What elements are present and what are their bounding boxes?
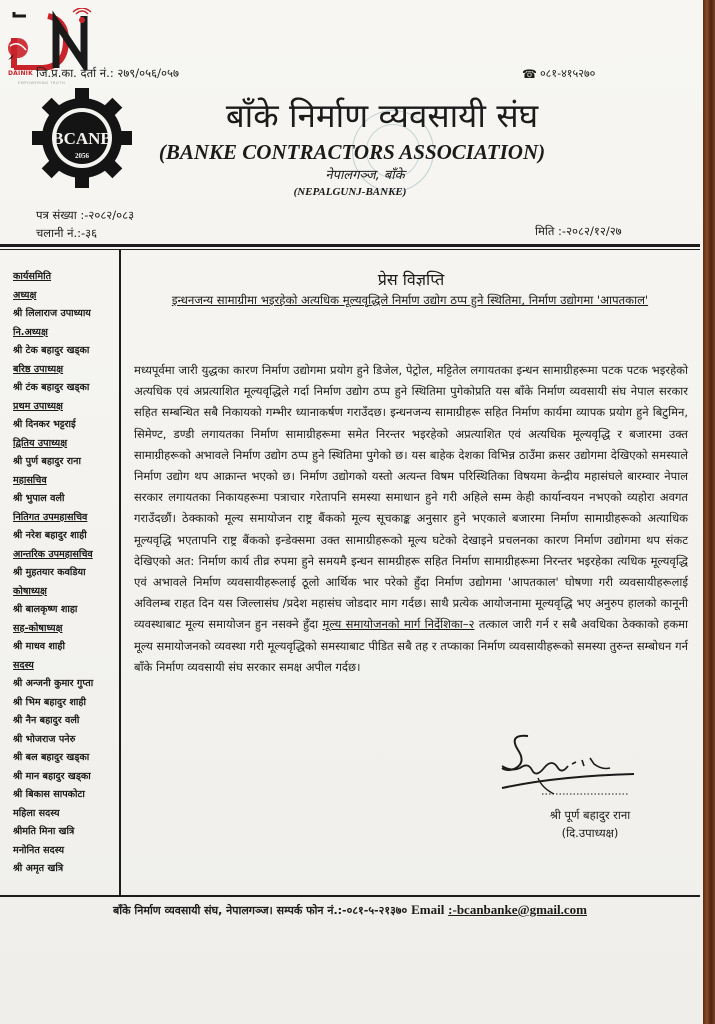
sidebar-divider xyxy=(119,249,121,895)
footer-divider xyxy=(0,895,700,897)
logo-text: BCANB xyxy=(52,129,112,148)
sidebar-members-heading: सदस्य xyxy=(13,659,34,671)
sidebar-member: श्री दिनकर भट्टराई xyxy=(13,419,76,430)
signatory-name: श्री पूर्ण बहादुर राना xyxy=(549,808,631,822)
body-underlined-text: मूल्य समायोजनको मार्ग निर्देशिका–२ xyxy=(322,617,475,632)
sidebar-role: अध्यक्ष xyxy=(13,289,37,301)
address-english: (NEPALGUNJ-BANKE) xyxy=(293,186,407,198)
letter-date: मिति :-२०८२/१२/२७ xyxy=(535,224,622,238)
sidebar-role: आन्तरिक उपमहासचिव xyxy=(13,548,93,560)
header-phone-number: ०८१-४१५२७० xyxy=(539,67,596,80)
footer-email-label: Email xyxy=(411,902,445,917)
address-nepali: नेपालगञ्ज, बाँके xyxy=(325,168,405,183)
sidebar-member: श्री लिलाराज उपाध्याय xyxy=(13,308,91,319)
sidebar-member: श्री मान बहादुर खड्का xyxy=(13,770,91,782)
sidebar-role: नितिगत उपमहासचिव xyxy=(13,511,88,523)
sidebar-role: द्वितिय उपाध्यक्ष xyxy=(13,437,68,449)
sidebar-nominated-heading: मनोनित सदस्य xyxy=(13,844,65,856)
dispatch-number: चलानी नं.:-३६ xyxy=(36,226,98,240)
sidebar-member: श्रीमति मिना खत्रि xyxy=(13,826,75,837)
sidebar-member: श्री अन्जनी कुमार गुप्ता xyxy=(13,678,94,689)
sidebar-member: श्री भोजराज पनेरु xyxy=(13,733,76,745)
sidebar-member: श्री माधव शाही xyxy=(13,641,66,652)
table-edge xyxy=(703,0,715,1024)
sidebar-member: श्री बालकृष्ण शाहा xyxy=(13,604,78,615)
signatory-title: (दि.उपाध्यक्ष) xyxy=(561,826,619,840)
footer xyxy=(0,902,700,918)
press-release-title: प्रेस विज्ञप्ति xyxy=(377,270,445,289)
body-text-continued: तत्काल जारी गर्न र सबै अवधिका ठेक्काको हकमा मूल्य समायोजनको व्यवस्था गरी मूल्यवृद्धिको समस्याबाट पीडित सबै तह र तप्काका निर्माण व्यवसायीहरूको समस्या तुरुन्त सम्बोधन गर्न बाँके निर्माण व्यवसायी संघ सरकार समक्ष अपील गर्दछ। xyxy=(134,617,689,674)
sidebar-member: श्री नैन बहादुर वली xyxy=(13,715,80,726)
sidebar-role: बरिष्ठ उपाध्यक्ष xyxy=(13,363,64,375)
sidebar-member: श्री टंक बहादुर खड्का xyxy=(13,382,90,393)
dainik-nepal-logo xyxy=(4,8,96,70)
logo-year: 2056 xyxy=(75,152,89,160)
registration-number: जि.प्र.का. दर्ता नं.: २७९/०५६/०५७ xyxy=(36,66,179,80)
header-phone xyxy=(522,66,595,81)
sidebar-member: श्री भिम बहादुर शाही xyxy=(13,696,86,708)
sidebar-member: श्री भुपाल वली xyxy=(13,493,65,504)
org-name-english: (BANKE CONTRACTORS ASSOCIATION) xyxy=(158,140,546,164)
sidebar-member: श्री मुहतयार कवडिया xyxy=(13,567,86,578)
sidebar-member: श्री नरेश बहादुर शाही xyxy=(13,530,87,541)
sidebar-role: प्रथम उपाध्यक्ष xyxy=(13,400,63,412)
press-release-subject: इन्धनजन्य सामाग्रीमा भइरहेको अत्यधिक मूल्यवृद्धिले निर्माण उद्योग ठप्प हुने स्थितिमा, निर्माण उद्योगमा 'आपतकाल' xyxy=(171,293,649,307)
sidebar-member: श्री बल बहादुर खड्का xyxy=(13,752,90,763)
signatory-block xyxy=(530,806,650,842)
sidebar-member: श्री बिकास सापकोटा xyxy=(13,789,85,800)
executive-committee-sidebar xyxy=(13,268,117,879)
letter-number: पत्र संख्या :-२०८२/०८३ xyxy=(36,208,135,222)
reference-block xyxy=(36,206,134,242)
sidebar-role: महासचिव xyxy=(13,474,47,486)
handwritten-signature xyxy=(498,728,638,808)
press-release-body xyxy=(134,360,688,678)
header-divider xyxy=(0,244,700,247)
telephone-icon: ☎ xyxy=(522,66,537,81)
header-divider-thin xyxy=(0,249,700,250)
watermark-tagline: EMPOWERING TRUTH xyxy=(18,81,66,85)
sidebar-heading: कार्यसमिति xyxy=(13,271,52,282)
sidebar-member: श्री टेक बहादुर खड्का xyxy=(13,345,90,356)
sidebar-women-heading: महिला सदस्य xyxy=(13,807,60,819)
sidebar-role: सह-कोषाध्यक्ष xyxy=(13,622,63,634)
sidebar-role: नि.अध्यक्ष xyxy=(13,326,48,338)
bcanb-gear-logo xyxy=(30,86,134,190)
sidebar-role: कोषाध्यक्ष xyxy=(13,585,47,597)
org-name-nepali: बाँके निर्माण व्यवसायी संघ xyxy=(225,96,539,135)
sidebar-member: श्री पुर्ण बहादुर राना xyxy=(13,456,81,467)
footer-email-link[interactable]: :-bcanbanke@gmail.com xyxy=(448,902,587,917)
footer-contact: बाँके निर्माण व्यवसायी संघ, नेपालगञ्ज। सम्पर्क फोन नं.:-०८१-५-२१३७० xyxy=(113,904,408,917)
body-text: मध्यपूर्वमा जारी युद्धका कारण निर्माण उद्योगमा प्रयोग हुने डिजेल, पेट्रोल, मट्टितेल लगायतका इन्धन सामाग्रीहरूमा पटक पटक भइरहेको अत्यधिक एवं अप्रत्याशित मूल्यवृद्धिले गर्दा निर्माण उद्योग ठप्प हुने स्थितिमा पुगेकोप्रति यस बाँके निर्माण व्यवसायी संघ नेपाल सरकार सहित सम्बन्धित सबै निकायको गम्भीर ध्यानाकर्षण गराउँदछ। इन्धनजन्य सामाग्रीहरू सहित निर्माण कार्यमा व्यापक प्रयोग हुने बिटुमिन, सिमेण्ट, डण्डी लगायतका निर्माण सामाग्रीहरूमा समेत निरन्तर भइरहेको अप्रत्याशित एवं अत्यधिक मूल्यवृद्धि र बजारमा उक्त सामाग्रीहरूको अभावले निर्माण उद्योग ठप्प हुने स्थितिमा पुगेको छ। यस बाहेक देशका विभिन्न ठाउँमा क्रसर उद्योगमा देखिएको समस्याले निर्माण उद्योग थप आक्रान्त भएको छ। निर्माण उद्योगको यस्तो अत्यन्त विषम परिस्थितिका विषयमा केन्द्रीय महासंघले बारम्वार नेपाल सरकार लगायतका निकायहरूमा पत्राचार गरेतापनि समस्या समाधान हुने गरी अहिले सम्म केही कार्यान्वयन नभएको व्यहोरा अवगत गराउँदछौं। ठेक्काको मूल्य समायोजन राष्ट्र बैंकको मूल्य सूचकाङ्क अनुसार हुने भएकाले बजारमा निर्माण सामाग्रीहरूको अत्याधिक मूल्यवृद्धि भएतापनि राष्ट्र बैंकको इन्डेक्समा उक्त सामाग्रीहरूको मूल्य घटेको देखाइने प्रचलनका कारण निर्माण उद्योगमा थप संकट देखिएको अत: निर्माण कार्य तीव्र रुपमा हुने समयमै इन्धन सामग्रीहरू सहित निर्माण सामाग्रीहरूमा निरन्तर भइरहेका त्यधिक मूल्यवृद्धि एवं अभावले निर्माण व्यवसायीहरूलाई ठूलो आर्थिक भार परेको हुँदा निर्माण उद्योगमा 'आपतकाल' घोषणा गरी व्यवसायीहरूलाई अविलम्ब राहत दिन यस जिल्लासंघ /प्रदेश महासंघ जोडदार माग गर्दछ। साथै प्रत्येक आयोजनामा मूल्यवृद्धि भए अनुरुप हालको कानूनी व्यवस्थाबाट मूल्य समायोजन हुन नसक्ने हुँदा xyxy=(134,363,688,632)
sidebar-member: श्री अमृत खत्रि xyxy=(13,863,64,874)
watermark-brand: DAINIK xyxy=(8,70,33,77)
